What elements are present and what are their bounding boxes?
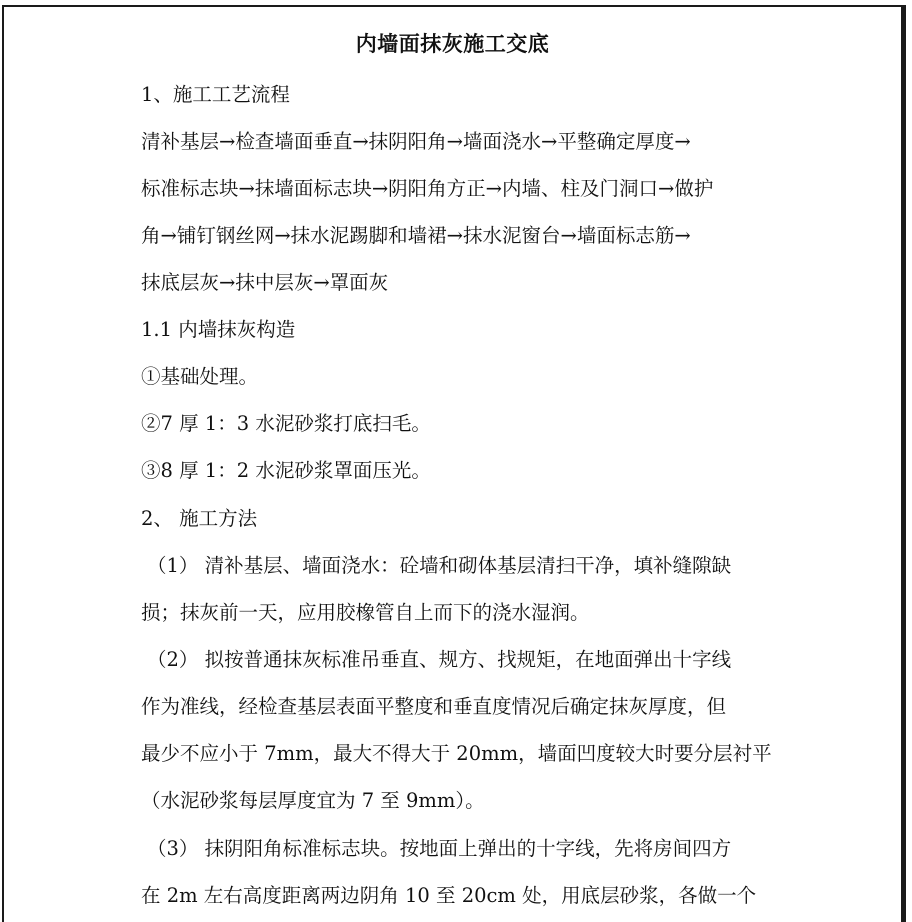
method-paragraph-line: （1） 清补基层、墙面浇水：砼墙和砌体基层清扫干净，填补缝隙缺 <box>147 554 732 577</box>
process-flow-line: 抹底层灰→抹中层灰→罩面灰 <box>141 271 389 294</box>
structure-item: ②7 厚 1：3 水泥砂浆打底扫毛。 <box>141 412 431 435</box>
process-flow-line: 角→铺钉钢丝网→抹水泥踢脚和墙裙→抹水泥窗台→墙面标志筋→ <box>141 224 691 247</box>
method-paragraph-line: （3） 抹阴阳角标准标志块。按地面上弹出的十字线，先将房间四方 <box>147 837 732 860</box>
document-page <box>2 5 906 922</box>
method-paragraph-line: 在 2m 左右高度距离两边阴角 10 至 20cm 处，用底层砂浆，各做一个 <box>141 884 757 907</box>
process-flow-line: 清补基层→检查墙面垂直→抹阴阳角→墙面浇水→平整确定厚度→ <box>141 130 691 153</box>
section-heading-method: 2、 施工方法 <box>141 507 258 530</box>
method-paragraph-line: （2） 拟按普通抹灰标准吊垂直、规方、找规矩，在地面弹出十字线 <box>147 648 732 671</box>
structure-item: ③8 厚 1：2 水泥砂浆罩面压光。 <box>141 459 431 482</box>
subsection-heading-structure: 1.1 内墙抹灰构造 <box>141 318 296 341</box>
method-paragraph-line: 最少不应小于 7mm，最大不得大于 20mm，墙面凹度较大时要分层衬平 <box>141 742 772 765</box>
method-paragraph-line: 作为准线，经检查基层表面平整度和垂直度情况后确定抹灰厚度，但 <box>141 695 727 718</box>
section-heading-process: 1、施工工艺流程 <box>141 83 290 106</box>
structure-item: ①基础处理。 <box>141 365 259 388</box>
document-title: 内墙面抹灰施工交底 <box>355 31 550 56</box>
process-flow-line: 标准标志块→抹墙面标志块→阴阳角方正→内墙、柱及门洞口→做护 <box>141 177 714 200</box>
method-paragraph-line: 损；抹灰前一天，应用胶橡管自上而下的浇水湿润。 <box>141 601 590 624</box>
method-paragraph-line: （水泥砂浆每层厚度宜为 7 至 9mm）。 <box>141 789 485 812</box>
